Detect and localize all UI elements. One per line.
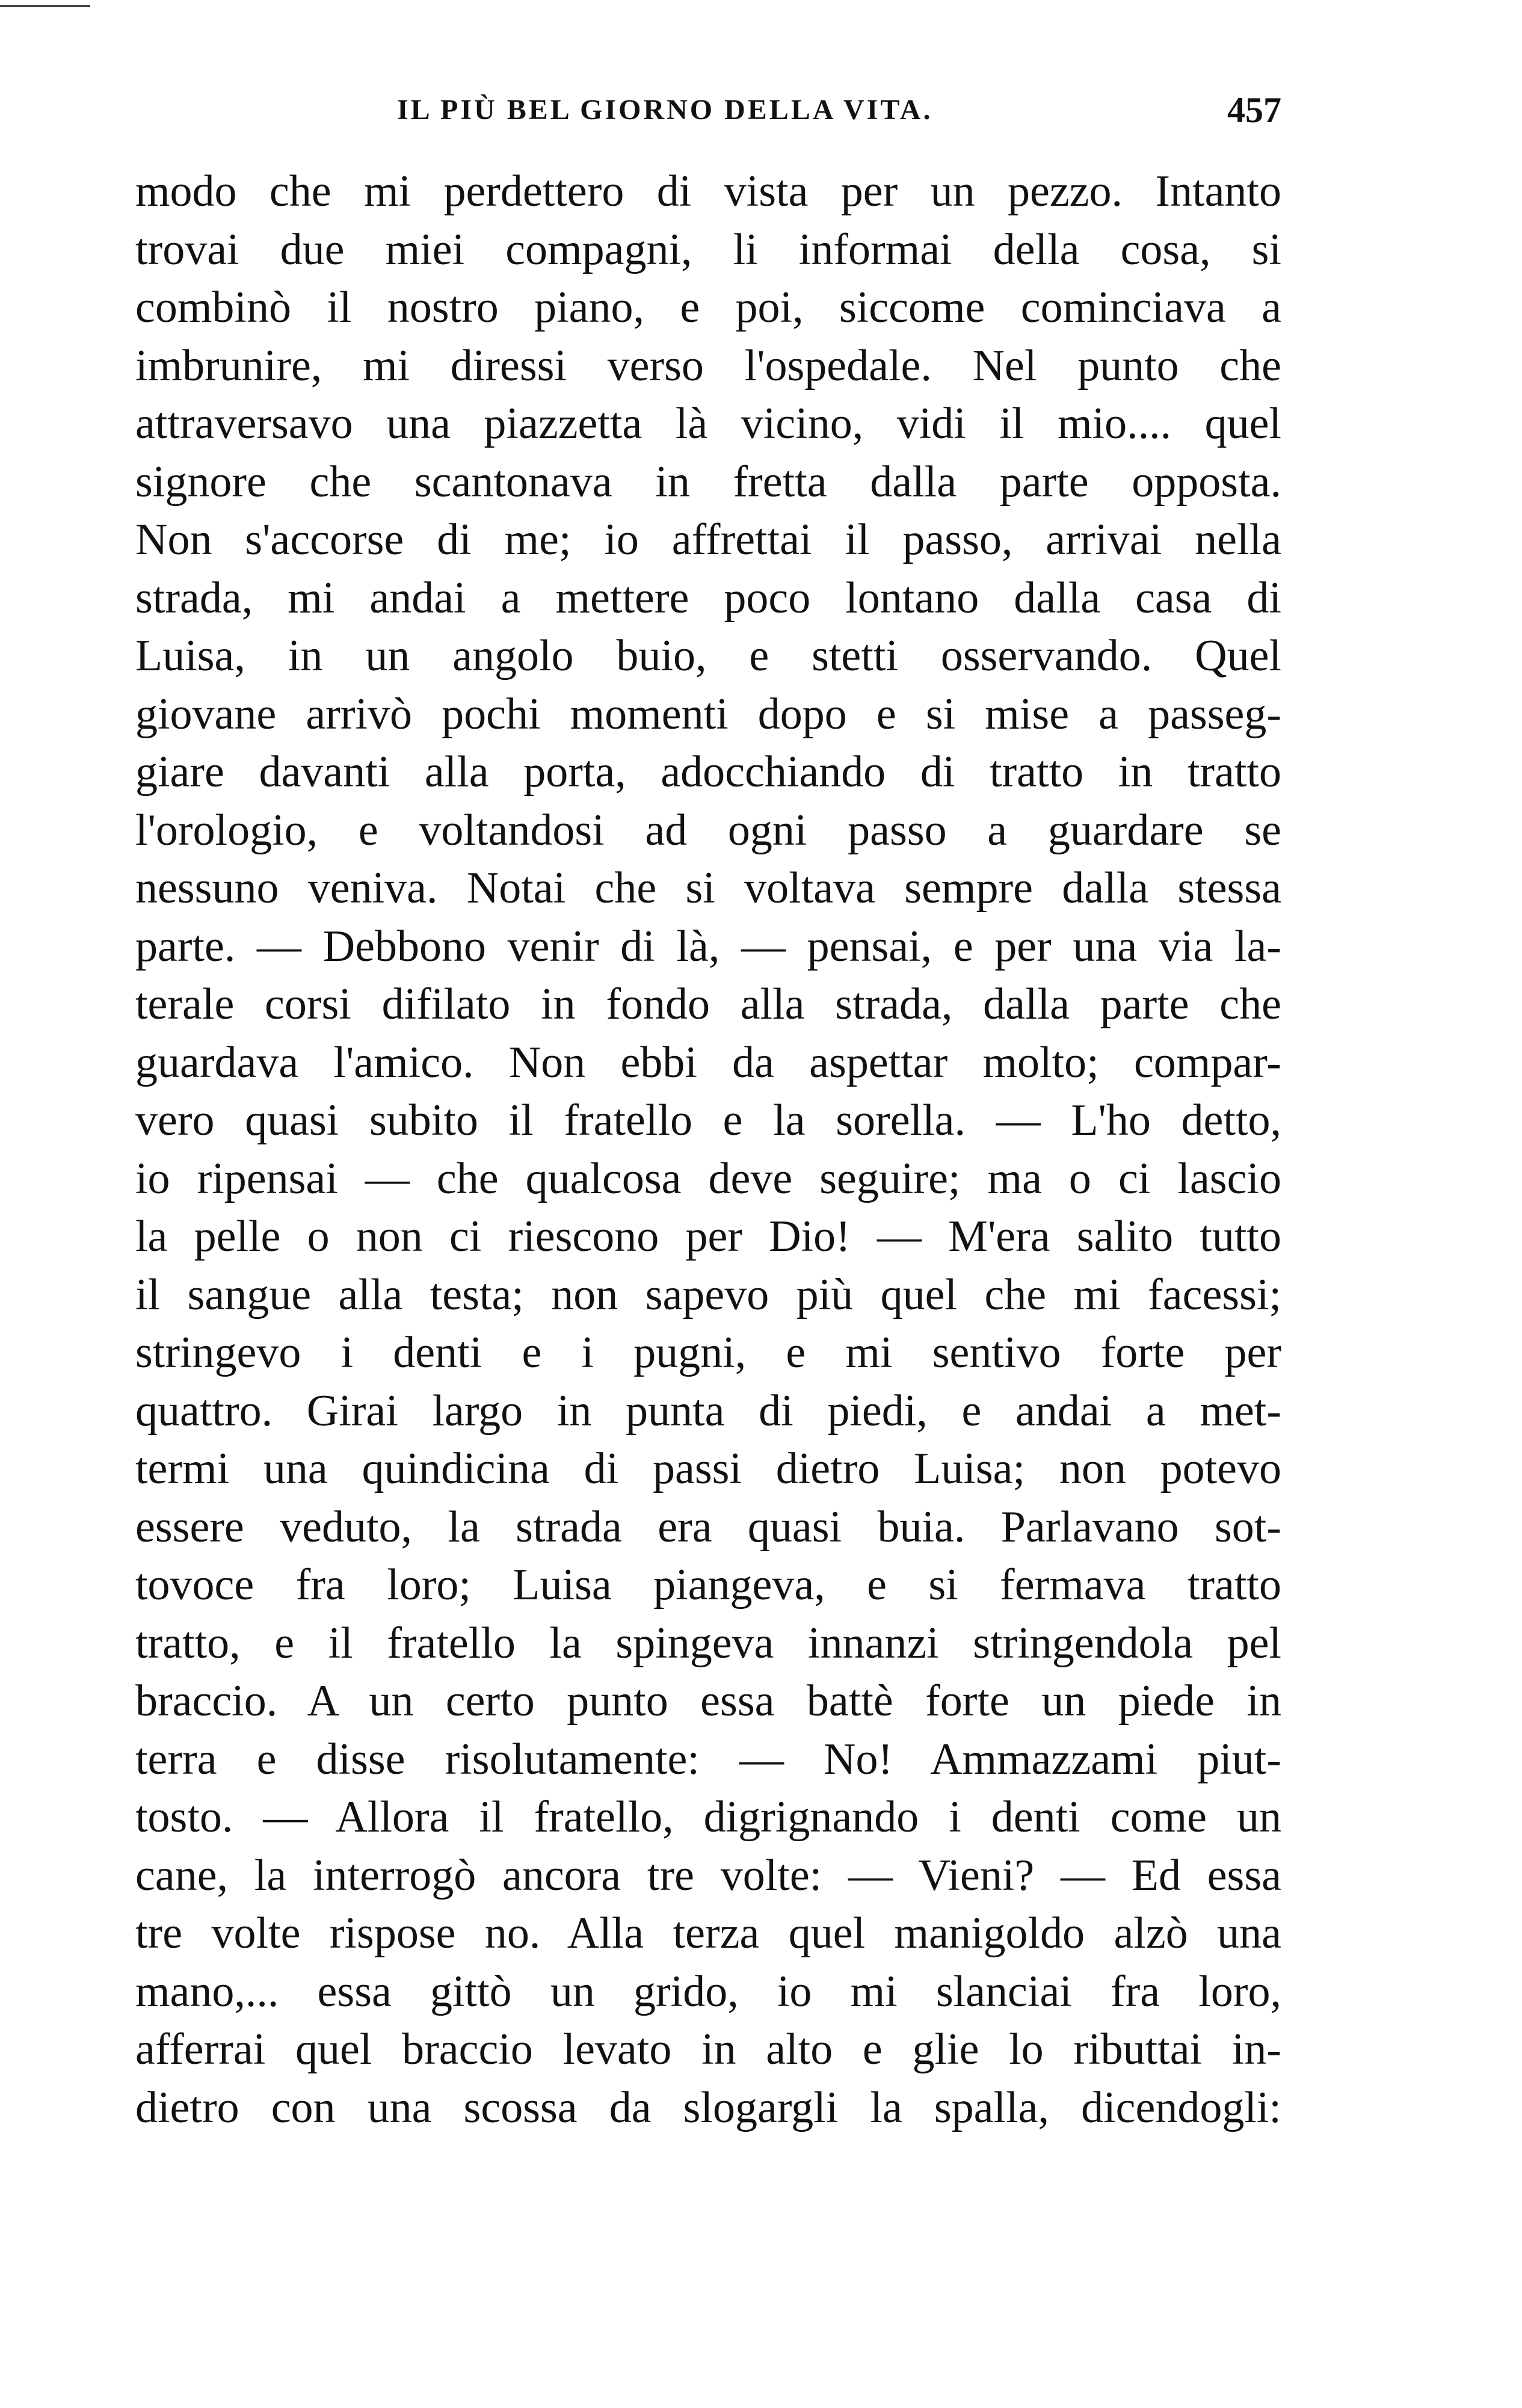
page-number: 457: [1227, 90, 1281, 130]
text-line: tratto, e il fratello la spingeva innanzi stringendola pel: [135, 1618, 1281, 1668]
text-line: stringevo i denti e i pugni, e mi sentivo forte per: [135, 1328, 1281, 1377]
text-line: essere veduto, la strada era quasi buia. Parlavano sot-: [135, 1502, 1281, 1552]
text-line: signore che scantonava in fretta dalla parte opposta.: [135, 457, 1281, 507]
text-line: guardava l'amico. Non ebbi da aspettar molto; compar-: [135, 1037, 1281, 1087]
text-line: l'orologio, e voltandosi ad ogni passo a guardare se: [135, 805, 1281, 855]
text-line: terale corsi difilato in fondo alla strada, dalla parte che: [135, 980, 1281, 1029]
text-line: tovoce fra loro; Luisa piangeva, e si fermava tratto: [135, 1560, 1281, 1610]
text-line: quattro. Girai largo in punta di piedi, e andai a met-: [135, 1386, 1281, 1436]
text-line: strada, mi andai a mettere poco lontano dalla casa di: [135, 573, 1281, 623]
text-line: modo che mi perdettero di vista per un pezzo. Intanto: [135, 167, 1281, 216]
text-line: Luisa, in un angolo buio, e stetti osservando. Quel: [135, 631, 1281, 681]
text-line: mano,... essa gittò un grido, io mi slanciai fra loro,: [135, 1966, 1281, 2016]
text-line: giovane arrivò pochi momenti dopo e si mise a passeg-: [135, 689, 1281, 739]
body-text: [135, 162, 1281, 2137]
running-head: IL PIÙ BEL GIORNO DELLA VITA.: [397, 94, 933, 126]
text-line: terra e disse risolutamente: — No! Ammazzami piut-: [135, 1734, 1281, 1784]
text-line: giare davanti alla porta, adocchiando di tratto in tratto: [135, 747, 1281, 797]
text-line: trovai due miei compagni, li informai della cosa, si: [135, 224, 1281, 274]
text-line: il sangue alla testa; non sapevo più quel che mi facessi;: [135, 1270, 1281, 1320]
text-line: parte. — Debbono venir di là, — pensai, e per una via la-: [135, 921, 1281, 971]
text-line: vero quasi subito il fratello e la sorella. — L'ho detto,: [135, 1096, 1281, 1145]
text-line: termi una quindicina di passi dietro Luisa; non potevo: [135, 1444, 1281, 1493]
scan-edge-rule: [0, 5, 90, 7]
text-line: la pelle o non ci riescono per Dio! — M'era salito tutto: [135, 1212, 1281, 1261]
text-line: tre volte rispose no. Alla terza quel manigoldo alzò una: [135, 1909, 1281, 1958]
text-line: afferrai quel braccio levato in alto e glie lo ributtai in-: [135, 2025, 1281, 2074]
text-line: nessuno veniva. Notai che si voltava sempre dalla stessa: [135, 863, 1281, 913]
text-line: combinò il nostro piano, e poi, siccome cominciava a: [135, 283, 1281, 332]
page-header: [138, 90, 1281, 135]
text-line: cane, la interrogò ancora tre volte: — Vieni? — Ed essa: [135, 1850, 1281, 1900]
text-line: dietro con una scossa da slogargli la spalla, dicendogli:: [135, 2082, 1281, 2132]
text-line: imbrunire, mi diressi verso l'ospedale. Nel punto che: [135, 341, 1281, 391]
text-line: attraversavo una piazzetta là vicino, vidi il mio.... quel: [135, 399, 1281, 448]
text-line: tosto. — Allora il fratello, digrignando i denti come un: [135, 1792, 1281, 1842]
text-line: Non s'accorse di me; io affrettai il passo, arrivai nella: [135, 515, 1281, 564]
text-line: braccio. A un certo punto essa battè forte un piede in: [135, 1676, 1281, 1726]
text-line: io ripensai — che qualcosa deve seguire; ma o ci lascio: [135, 1153, 1281, 1203]
